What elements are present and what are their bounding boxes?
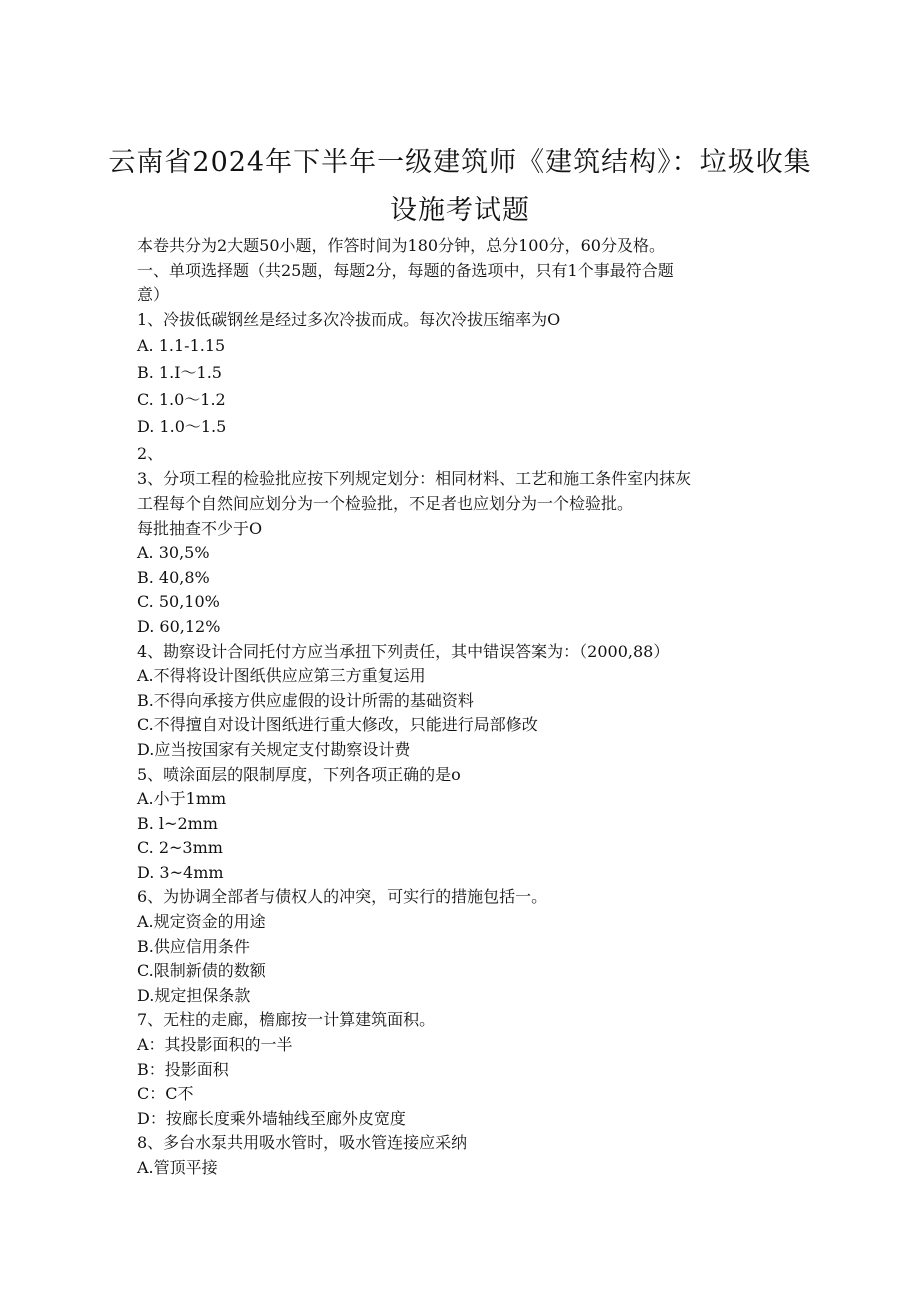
option-4c: C.不得擅自对设计图纸进行重大修改，只能进行局部修改 bbox=[137, 715, 538, 735]
option-3b: B. 40,8% bbox=[137, 567, 210, 587]
option-5d: D. 3~4mm bbox=[137, 862, 224, 882]
option-3a: A. 30,5% bbox=[137, 543, 210, 563]
option-5c: C. 2~3mm bbox=[137, 838, 223, 858]
option-4b: B.不得向承接方供应虚假的设计所需的基础资料 bbox=[137, 690, 474, 710]
option-1c: C. 1.0～1.2 bbox=[137, 390, 226, 410]
question-8: 8、多台水泵共用吸水管时，吸水管连接应采纳 bbox=[137, 1133, 468, 1153]
option-8a: A.管顶平接 bbox=[137, 1158, 218, 1177]
question-3-cont: 工程每个自然间应划分为一个检验批，不足者也应划分为一个检验批。 bbox=[137, 493, 634, 513]
option-6a: A.规定资金的用途 bbox=[137, 912, 266, 932]
section-heading-cont: 意） bbox=[137, 285, 170, 305]
question-6: 6、为协调全部者与债权人的冲突，可实行的措施包括一。 bbox=[137, 887, 548, 907]
option-7b: B：投影面积 bbox=[137, 1059, 229, 1079]
option-4a: A.不得将设计图纸供应应第三方重复运用 bbox=[137, 666, 426, 686]
question-3-cont2: 每批抽查不少于O bbox=[137, 518, 263, 538]
option-5a: A.小于1mm bbox=[137, 789, 227, 809]
option-3d: D. 60,12% bbox=[137, 616, 221, 636]
option-1d: D. 1.0～1.5 bbox=[137, 417, 227, 437]
question-1: 1、冷拔低碳钢丝是经过多次冷拔而成。每次冷拔压缩率为O bbox=[137, 309, 561, 329]
question-5: 5、喷涂面层的限制厚度，下列各项正确的是o bbox=[137, 764, 461, 784]
option-4d: D.应当按国家有关规定支付勘察设计费 bbox=[137, 739, 411, 759]
option-7a: A：其投影面积的一半 bbox=[137, 1035, 293, 1055]
option-6d: D.规定担保条款 bbox=[137, 985, 251, 1005]
option-7c: C：C不 bbox=[137, 1084, 194, 1104]
option-1b: B. 1.I～1.5 bbox=[137, 363, 222, 383]
intro-text: 本卷共分为2大题50小题，作答时间为180分钟，总分100分，60分及格。 bbox=[137, 236, 665, 255]
question-7: 7、无柱的走廊，檐廊按一计算建筑面积。 bbox=[137, 1010, 436, 1030]
question-4: 4、勘察设计合同托付方应当承扭下列责任，其中错误答案为：（2000,88） bbox=[137, 641, 670, 661]
document-title-line2: 设施考试题 bbox=[390, 195, 530, 226]
document-title-line1: 云南省2024年下半年一级建筑师《建筑结构》：垃圾收集 bbox=[108, 147, 812, 178]
option-1a: A. 1.1-1.15 bbox=[137, 336, 226, 356]
question-3: 3、分项工程的检验批应按下列规定划分：相同材料、工艺和施工条件室内抹灰 bbox=[137, 469, 692, 489]
option-5b: B. l~2mm bbox=[137, 813, 218, 833]
document-body bbox=[137, 234, 797, 1181]
option-7d: D：按廊长度乘外墙轴线至廊外皮宽度 bbox=[137, 1108, 406, 1128]
option-3c: C. 50,10% bbox=[137, 592, 220, 612]
section-heading: 一、单项选择题（共25题，每题2分，每题的备选项中，只有1个事最符合题 bbox=[137, 260, 674, 280]
option-6b: B.供应信用条件 bbox=[137, 936, 250, 956]
option-6c: C.限制新债的数额 bbox=[137, 961, 266, 981]
question-2: 2、 bbox=[137, 444, 164, 464]
